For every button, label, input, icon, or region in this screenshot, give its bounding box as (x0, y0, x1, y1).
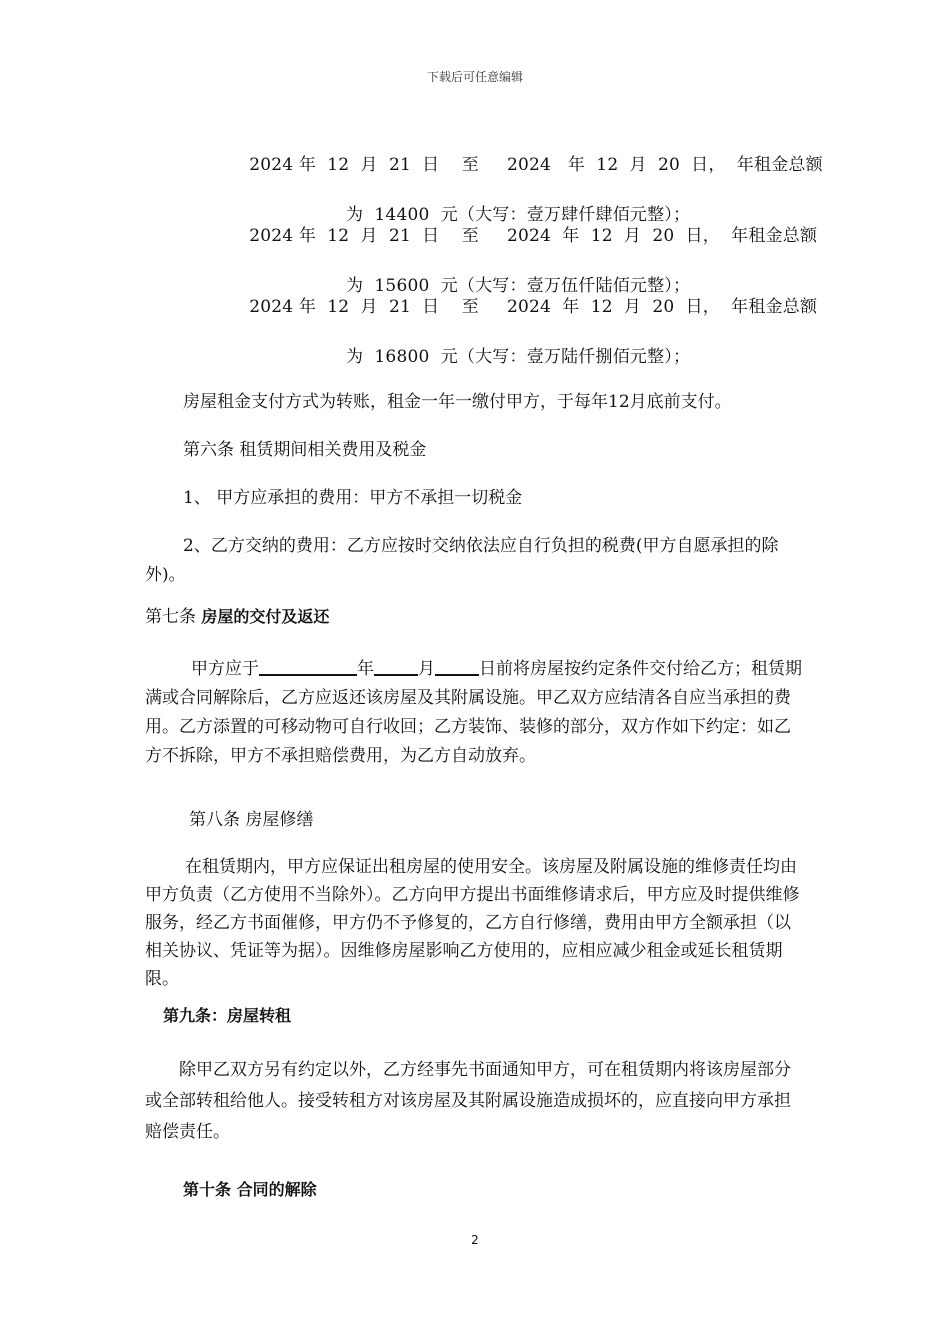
article-7-rest: 日前将房屋按约定条件交付给乙方；租赁期满或合同解除后，乙方应返还该房屋及其附属设施。甲乙双方应结清各自应当承担的费用。乙方添置的可移动物可自行收回；乙方装饰、装修的部分，双方作如下约定：如乙方不拆除，甲方不承担赔偿费用，为乙方自动放弃。 (145, 659, 802, 766)
rent-row-3 (238, 270, 817, 395)
article-7-title: 房屋的交付及返还 (201, 607, 330, 626)
rent-row-2-line2: 为 15600 元（大写：壹万伍仟陆佰元整）； (346, 276, 691, 296)
rent-row-2-line1: 2024 年 12 月 21 日 至 2024 年 12 月 20 日， 年租金总额 (249, 226, 818, 246)
article-7-heading (145, 602, 805, 632)
month-blank (374, 656, 418, 676)
page-number: 2 (471, 1233, 479, 1247)
year-label: 年 (357, 659, 374, 679)
payment-method: 房屋租金支付方式为转账，租金一年一缴付甲方，于每年12月底前支付。 (183, 392, 732, 412)
article-9-title: 第九条：房屋转租 (163, 1006, 292, 1025)
rent-row-3-line2: 为 16800 元（大写：壹万陆仟捌佰元整）； (346, 347, 691, 367)
page-header: 下载后可任意编辑 (426, 70, 523, 84)
article-7-pre: 甲方应于 (191, 659, 259, 679)
rent-row-3-line1: 2024 年 12 月 21 日 至 2024 年 12 月 20 日， 年租金总额 (249, 297, 818, 317)
article-10-title: 第十条 合同的解除 (183, 1180, 317, 1199)
article-6-item-1: 1、 甲方应承担的费用：甲方不承担一切税金 (183, 488, 523, 508)
rent-row-1-line2: 为 14400 元（大写：壹万肆仟肆佰元整）； (346, 205, 691, 225)
rent-row-1-line1: 2024 年 12 月 21 日 至 2024 年 12 月 20 日， 年租金总额 (249, 155, 823, 175)
year-blank (259, 656, 357, 676)
article-8-title: 第八条 房屋修缮 (189, 810, 314, 830)
article-7-number: 第七条 (145, 607, 196, 627)
article-7-body (145, 655, 805, 771)
article-6-title: 第六条 租赁期间相关费用及税金 (183, 440, 427, 460)
month-label: 月 (418, 659, 435, 679)
article-9-body: 除甲乙双方另有约定以外，乙方经事先书面通知甲方，可在租赁期内将该房屋部分或全部转租给他人。接受转租方对该房屋及其附属设施造成损坏的，应直接向甲方承担赔偿责任。 (145, 1060, 791, 1142)
article-6-item-2: 2、乙方交纳的费用：乙方应按时交纳依法应自行负担的税费(甲方自愿承担的除外)。 (145, 536, 779, 585)
article-8-body: 在租赁期内，甲方应保证出租房屋的使用安全。该房屋及附属设施的维修责任均由甲方负责（乙方使用不当除外）。乙方向甲方提出书面维修请求后，甲方应及时提供维修服务，经乙方书面催修，甲方仍不予修复的，乙方自行修缮，费用由甲方全额承担（以相关协议、凭证等为据）。因维修房屋影响乙方使用的，应相应减少租金或延长租赁期限。 (145, 857, 800, 989)
day-blank (435, 656, 479, 676)
